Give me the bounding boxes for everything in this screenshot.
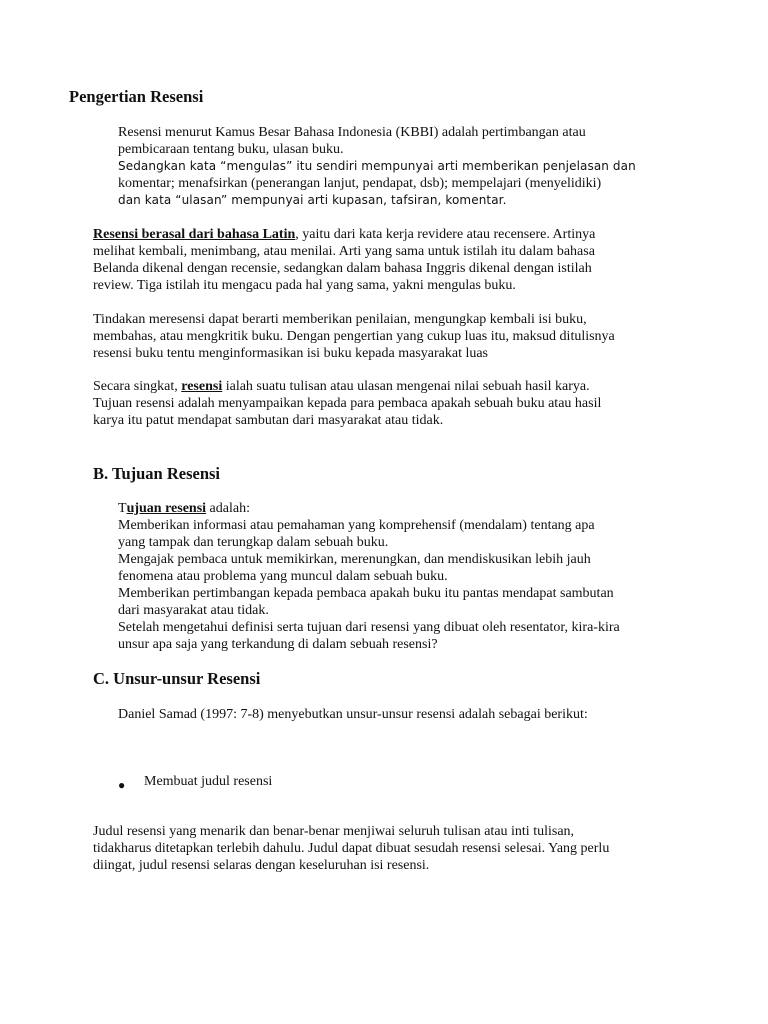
action-line: Tindakan meresensi dapat berarti memberikan penilaian, mengungkap kembali isi buku,: [93, 312, 587, 327]
intro-paragraph: [118, 124, 636, 209]
bullet-icon: ●: [118, 778, 126, 792]
section-b-line: Mengajak pembaca untuk memikirkan, merenungkan, dan mendiskusikan lebih jauh: [118, 552, 591, 567]
action-line: membahas, atau mengkritik buku. Dengan pengertian yang cukup luas itu, maksud ditulisnya: [93, 329, 615, 344]
section-c-heading: C. Unsur-unsur Resensi: [93, 669, 261, 688]
origin-emphasis: Resensi berasal dari bahasa Latin: [93, 227, 296, 242]
origin-line-rest: , yaitu dari kata kerja revidere atau recensere. Artinya: [295, 227, 596, 242]
summary-line: karya itu patut mendapat sambutan dari masyarakat atau tidak.: [93, 413, 444, 428]
section-b-line: unsur apa saja yang terkandung di dalam sebuah resensi?: [118, 637, 438, 652]
intro-line: Resensi menurut Kamus Besar Bahasa Indonesia (KBBI) adalah pertimbangan atau: [118, 125, 586, 140]
action-line: resensi buku tentu menginformasikan isi buku kepada masyarakat luas: [93, 346, 489, 361]
intro-line: komentar; menafsirkan (penerangan lanjut, pendapat, dsb); mempelajari (menyelidiki): [118, 176, 602, 191]
origin-paragraph: [93, 226, 595, 294]
section-c-line: tidakharus ditetapkan terlebih dahulu. Judul dapat dibuat sesudah resensi selesai. Yang perlu: [93, 841, 610, 856]
summary-line: [93, 378, 601, 395]
intro-line: dan kata “ulasan” mempunyai arti kupasan, tafsiran, komentar.: [118, 193, 507, 207]
origin-line: Belanda dikenal dengan recensie, sedangkan dalam bahasa Inggris dikenal dengan istilah: [93, 261, 592, 276]
section-b-emphasis: ujuan resensi: [126, 501, 207, 516]
origin-line: melihat kembali, menimbang, atau menilai. Arti yang sama untuk istilah itu dalam bahasa: [93, 244, 595, 259]
summary-paragraph: [93, 378, 601, 429]
bullet-item: Membuat judul resensi: [144, 774, 273, 789]
summary-line: Tujuan resensi adalah menyampaikan kepada para pembaca apakah sebuah buku atau hasil: [93, 396, 602, 411]
action-paragraph: [93, 311, 615, 362]
section-b-line: fenomena atau problema yang muncul dalam sebuah buku.: [118, 569, 448, 584]
summary-emphasis: resensi: [181, 379, 223, 394]
summary-pre: Secara singkat,: [93, 379, 182, 394]
section-b-line: Memberikan informasi atau pemahaman yang komprehensif (mendalam) tentang apa: [118, 518, 595, 533]
intro-line: pembicaraan tentang buku, ulasan buku.: [118, 142, 344, 157]
page-title: Pengertian Resensi: [69, 87, 204, 106]
section-b-body: [118, 500, 620, 653]
section-b-intro-first: T: [118, 501, 127, 516]
section-c-paragraph: [93, 823, 609, 874]
section-b-line: Setelah mengetahui definisi serta tujuan dari resensi yang dibuat oleh resentator, kira-kira: [118, 620, 620, 635]
section-c-line: diingat, judul resensi selaras dengan keseluruhan isi resensi.: [93, 858, 430, 873]
intro-line: Sedangkan kata “mengulas” itu sendiri mempunyai arti memberikan penjelasan dan: [118, 159, 636, 173]
section-b-intro-rest: adalah:: [206, 501, 250, 516]
section-c-intro: Daniel Samad (1997: 7-8) menyebutkan unsur-unsur resensi adalah sebagai berikut:: [118, 707, 588, 722]
section-b-line: Memberikan pertimbangan kepada pembaca apakah buku itu pantas mendapat sambutan: [118, 586, 614, 601]
summary-line-rest: ialah suatu tulisan atau ulasan mengenai nilai sebuah hasil karya.: [222, 379, 590, 394]
section-b-intro: [118, 500, 620, 517]
origin-line: [93, 226, 595, 243]
section-c-line: Judul resensi yang menarik dan benar-benar menjiwai seluruh tulisan atau inti tulisan,: [93, 824, 575, 839]
section-b-heading: B. Tujuan Resensi: [93, 464, 221, 483]
section-b-line: yang tampak dan terungkap dalam sebuah buku.: [118, 535, 389, 550]
origin-line: review. Tiga istilah itu mengacu pada hal yang sama, yakni mengulas buku.: [93, 278, 516, 293]
section-b-line: dari masyarakat atau tidak.: [118, 603, 269, 618]
